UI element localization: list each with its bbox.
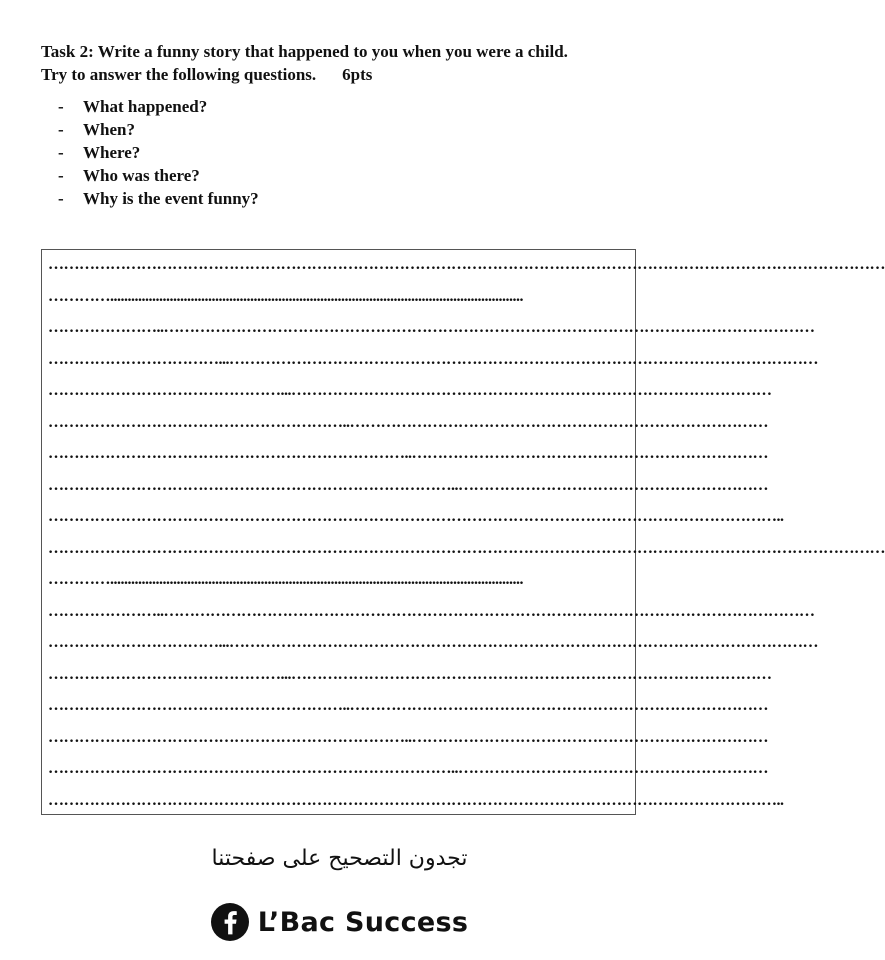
list-dash: - <box>58 120 64 139</box>
list-item <box>58 164 259 187</box>
question-text: Why is the event funny? <box>83 189 259 208</box>
answer-line[interactable]: …………………………………………………..……………………………………………………………………… <box>48 414 768 431</box>
list-item <box>58 141 259 164</box>
answer-line[interactable]: …………………………………………………..……………………………………………………………………… <box>48 697 768 714</box>
question-text: What happened? <box>83 97 208 116</box>
list-dash: - <box>58 189 64 208</box>
brand-footer[interactable] <box>0 900 679 944</box>
question-text: Where? <box>83 143 141 162</box>
answer-box[interactable] <box>41 249 885 815</box>
answer-line[interactable]: ……………………………...…………………………………………………………………………………………………… <box>48 351 818 368</box>
answer-line[interactable]: …………………..……………………………………………………………………………………………………………… <box>48 319 815 336</box>
question-text: When? <box>83 120 135 139</box>
answer-line[interactable]: ……………………………………………………………………………………………………………………………………………… <box>48 540 885 557</box>
answer-line[interactable]: …………………………………………………………………………………………………………………………….. <box>48 792 784 809</box>
list-dash: - <box>58 143 64 162</box>
task-title: Task 2: Write a funny story that happened to you when you were a child. <box>41 42 568 61</box>
facebook-icon[interactable] <box>211 903 249 941</box>
answer-line[interactable]: ……………………………...…………………………………………………………………………………………………… <box>48 634 818 651</box>
task-instructions <box>41 40 568 86</box>
list-dash: - <box>58 166 64 185</box>
answer-line[interactable]: ……………………………………………………………..…………………………………………………………… <box>48 729 768 746</box>
answer-line[interactable]: ……………………………………………………………………..…………………………………………………… <box>48 760 768 777</box>
task-subtitle <box>41 63 568 86</box>
list-item <box>58 95 259 118</box>
answer-line[interactable]: ……………………………………………………………………..…………………………………………………… <box>48 477 768 494</box>
answer-line[interactable]: …………………………………………………………………………………………………………………………….. <box>48 508 784 525</box>
correction-note: تجدون التصحيح على صفحتنا <box>211 846 468 871</box>
task-subtitle-text: Try to answer the following questions. <box>41 65 317 84</box>
question-list <box>58 95 259 210</box>
answer-line[interactable]: ……………………………………………………………..…………………………………………………………… <box>48 445 768 462</box>
list-item <box>58 187 259 210</box>
answer-line[interactable]: ……………………………………………………………………………………………………………………………………………… <box>48 256 885 273</box>
brand-name: L’Bac Success <box>257 906 469 938</box>
answer-line[interactable]: ………………………………………...………………………………………………………………………………… <box>48 382 772 399</box>
task-points: 6pts <box>342 65 373 84</box>
answer-line[interactable]: …………...................................................................................................................... <box>48 288 523 305</box>
answer-line[interactable]: ………………………………………...………………………………………………………………………………… <box>48 666 772 683</box>
answer-line[interactable]: …………………..……………………………………………………………………………………………………………… <box>48 603 815 620</box>
answer-line[interactable]: …………...................................................................................................................... <box>48 571 523 588</box>
list-item <box>58 118 259 141</box>
question-text: Who was there? <box>83 166 200 185</box>
list-dash: - <box>58 97 64 116</box>
